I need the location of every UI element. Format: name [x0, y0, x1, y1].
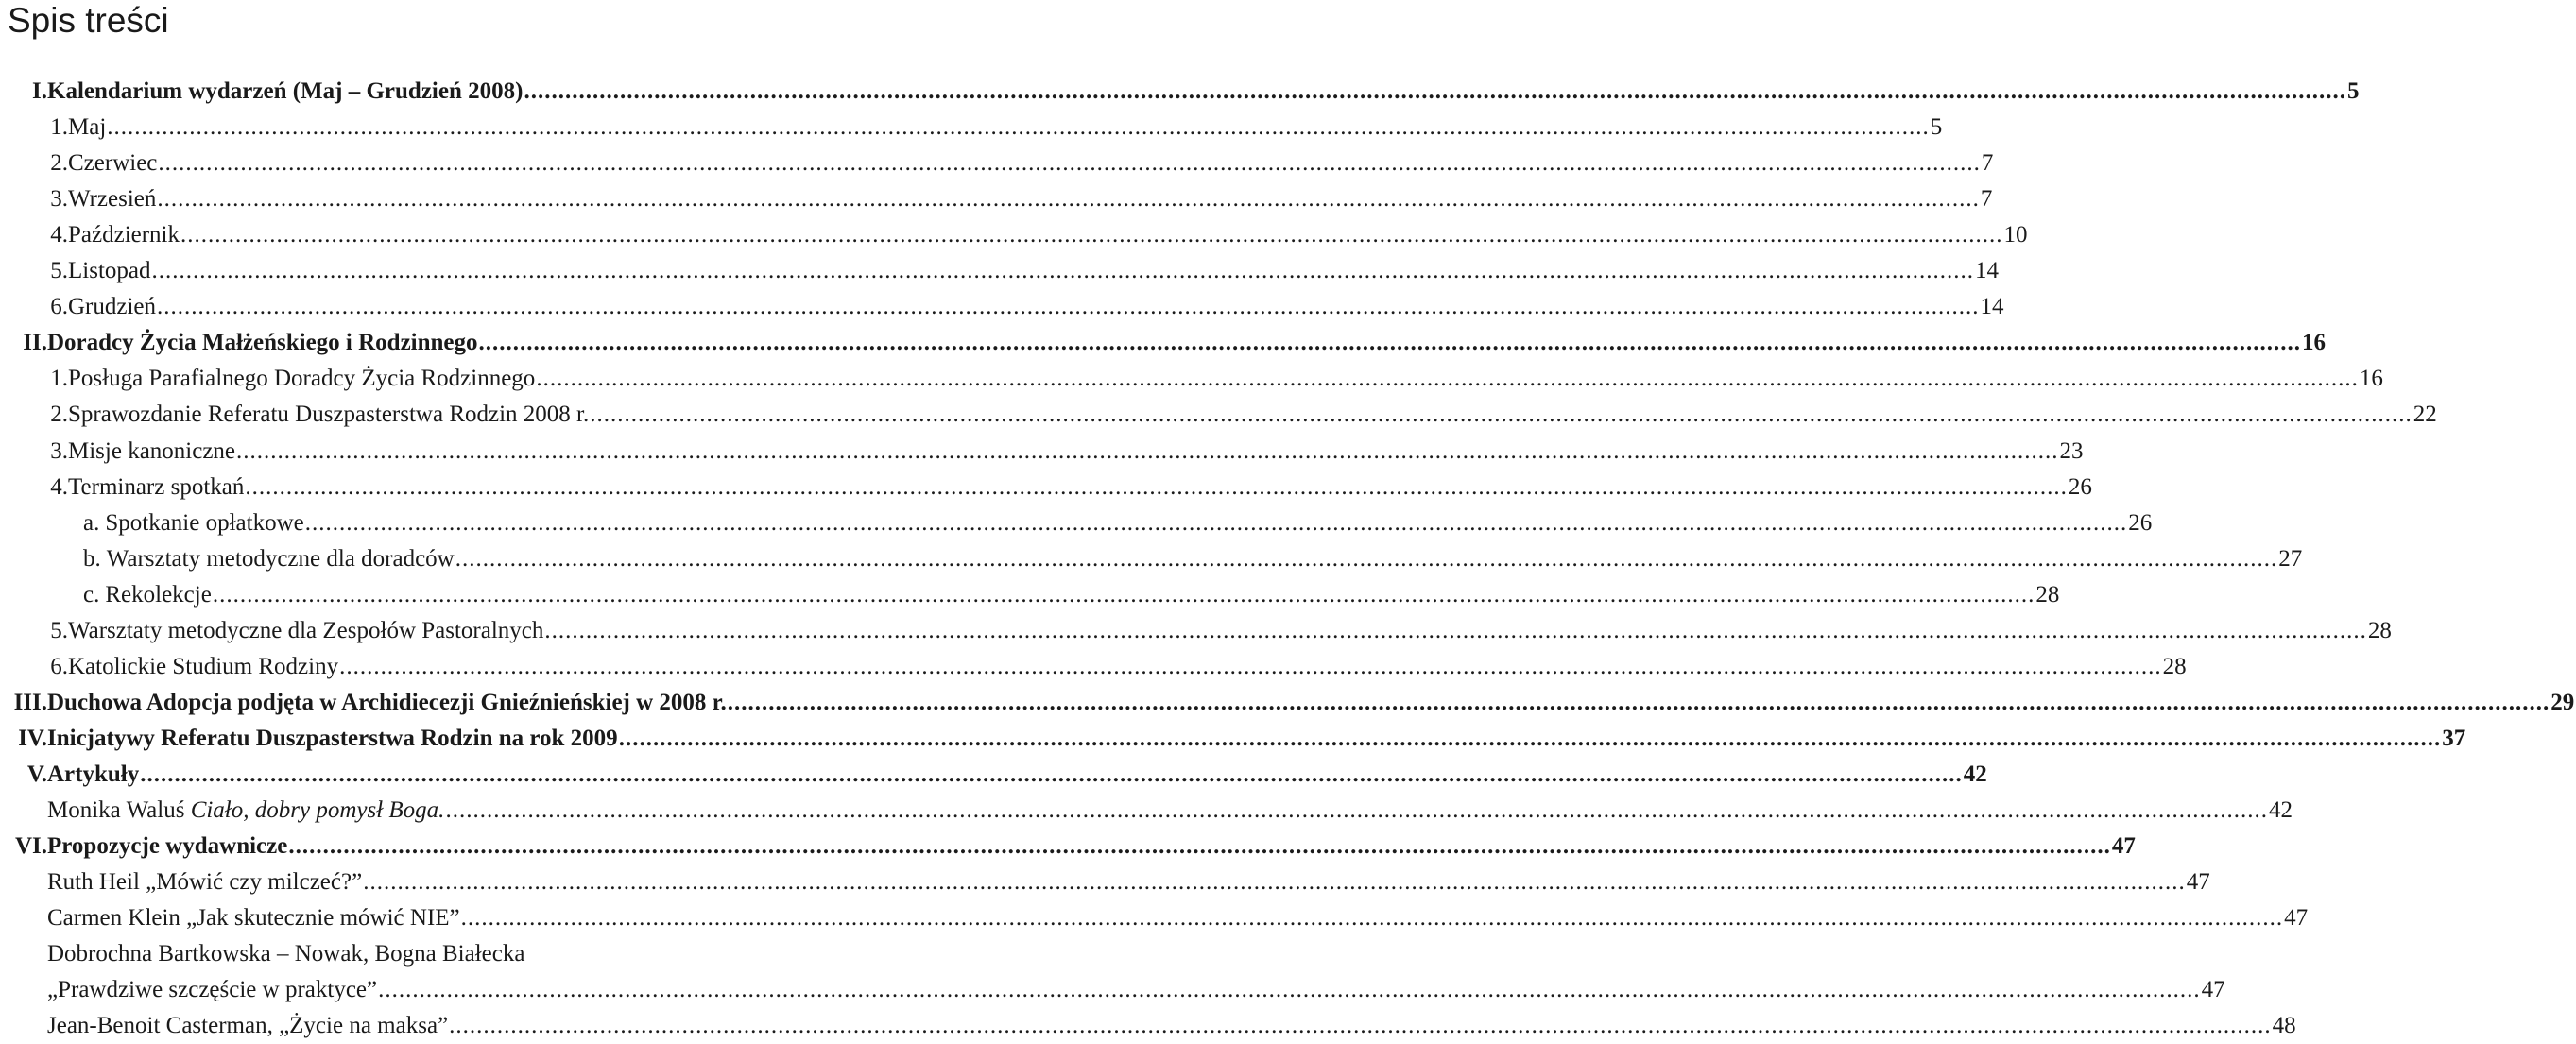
- toc-entry[interactable]: [0, 864, 2210, 900]
- toc-leader-dots: [455, 541, 2278, 577]
- toc-leader-dots: [140, 757, 1963, 793]
- toc-leader-dots: [288, 829, 2111, 864]
- toc-entry[interactable]: [0, 613, 2392, 649]
- toc-entry-number: c.: [83, 581, 100, 608]
- toc-entry[interactable]: [0, 361, 2383, 397]
- toc-entry-page: 10: [2003, 222, 2028, 248]
- toc-leader-dots: [524, 74, 2346, 110]
- toc-entry-page: 14: [1980, 294, 2004, 320]
- toc-entry-number: 3.: [50, 437, 68, 464]
- toc-entry[interactable]: [0, 74, 2360, 110]
- toc-entry-page: 47: [2201, 977, 2225, 1003]
- toc-entry-label: Październik: [68, 222, 180, 248]
- toc-entry-number: 2.: [50, 150, 68, 177]
- toc-entry-page: 26: [2128, 509, 2153, 536]
- toc-leader-dots: [157, 289, 1980, 325]
- toc-entry-label: Warsztaty metodyczne dla Zespołów Pastoralnych: [68, 617, 544, 643]
- toc-entry-label: Grudzień: [68, 294, 157, 320]
- toc-entry[interactable]: [0, 253, 1999, 289]
- toc-entry-label: Doradcy Życia Małżeńskiego i Rodzinnego: [47, 330, 478, 356]
- toc-entry-page: 28: [2162, 653, 2187, 679]
- toc-entry-page: 7: [1981, 150, 1994, 177]
- toc-leader-dots: [449, 1008, 2272, 1044]
- toc-entry-label: Misje kanoniczne: [68, 437, 236, 464]
- toc-entry-label: Propozycje wydawnicze: [47, 833, 288, 860]
- toc-entry-page: 16: [2302, 330, 2327, 356]
- toc-leader-dots: [363, 864, 2186, 900]
- toc-entry-label: Warsztaty metodyczne dla doradców: [106, 545, 455, 572]
- toc-entry[interactable]: [0, 541, 2303, 577]
- toc-entry-label: Ruth Heil „Mówić czy milczeć?”: [47, 869, 363, 896]
- toc-leader-dots: [339, 649, 2162, 685]
- toc-entry[interactable]: [0, 505, 2153, 541]
- toc-leader-dots: [445, 793, 2268, 829]
- toc-leader-dots: [461, 900, 2284, 936]
- toc-entry-page: 16: [2359, 366, 2383, 392]
- toc-entry-page: 28: [2035, 581, 2060, 608]
- toc-entry[interactable]: [0, 470, 2092, 505]
- toc-entry-number: II.: [23, 330, 47, 356]
- toc-entry-label: Terminarz spotkań: [68, 473, 245, 500]
- toc-entry-number: b.: [83, 545, 101, 572]
- toc-entry-label: Carmen Klein „Jak skutecznie mówić NIE”: [47, 905, 460, 932]
- toc-leader-dots: [544, 613, 2367, 649]
- toc-entry[interactable]: [0, 145, 1994, 181]
- toc-entry-label: Kalendarium wydarzeń (Maj – Grudzień 2008): [47, 78, 524, 104]
- toc-entry[interactable]: [0, 110, 1943, 145]
- toc-leader-dots: [107, 110, 1930, 145]
- toc-entry-italic-title: Ciało, dobry pomysł Boga.: [190, 797, 445, 823]
- toc-entry-number: 2.: [50, 402, 68, 428]
- toc-entry-number: IV.: [18, 725, 47, 751]
- toc-entry-label: Artykuły: [47, 761, 140, 787]
- toc-entry-label: Rekolekcje: [105, 581, 212, 608]
- toc-entry-number: I.: [32, 78, 47, 104]
- toc-entry-number: 4.: [50, 222, 68, 248]
- toc-entry-page: 23: [2059, 437, 2084, 464]
- toc-leader-dots: [378, 972, 2201, 1008]
- toc-entry[interactable]: [0, 649, 2187, 685]
- toc-entry-number: a.: [83, 509, 100, 536]
- toc-entry-page: 47: [2111, 833, 2136, 860]
- toc-entry-number: VI.: [14, 833, 47, 860]
- toc-entry[interactable]: [0, 181, 1993, 217]
- toc-entry-number: III.: [13, 689, 47, 715]
- toc-entry-label: Dobrochna Bartkowska – Nowak, Bogna Białecka: [47, 941, 525, 967]
- toc-entry-number: 4.: [50, 473, 68, 500]
- toc-entry-page: 37: [2442, 725, 2466, 751]
- toc-entry-page: 47: [2186, 869, 2210, 896]
- toc-entry-label: Jean-Benoit Casterman, „Życie na maksa”: [47, 1013, 449, 1039]
- toc-entry[interactable]: [0, 900, 2309, 936]
- toc-entry[interactable]: [0, 685, 2575, 721]
- toc-leader-dots: [619, 721, 2442, 757]
- toc-entry-number: 6.: [50, 294, 68, 320]
- toc-entry-page: 5: [1930, 114, 1943, 141]
- toc-leader-dots: [245, 470, 2068, 505]
- toc-entry-number: 1.: [50, 114, 68, 141]
- toc-entry-label: Duchowa Adopcja podjęta w Archidiecezji Gnieźnieńskiej w 2008 r.: [47, 689, 727, 715]
- toc-entry[interactable]: [0, 1008, 2296, 1044]
- page-title: Spis treści: [8, 1, 169, 40]
- toc-entry-label: Maj: [68, 114, 107, 141]
- toc-entry-page: 48: [2272, 1013, 2296, 1039]
- toc-entry-label: Listopad: [68, 258, 151, 284]
- toc-entry-number: 6.: [50, 653, 68, 679]
- toc-leader-dots: [590, 397, 2413, 433]
- toc-entry-number: 1.: [50, 366, 68, 392]
- toc-entry[interactable]: [0, 577, 2060, 613]
- toc-entry-label: Katolickie Studium Rodziny: [68, 653, 339, 679]
- toc-leader-dots: [157, 181, 1980, 217]
- toc-entry-label: Inicjatywy Referatu Duszpasterstwa Rodzin na rok 2009: [47, 725, 618, 751]
- toc-leader-dots: [728, 685, 2550, 721]
- toc-leader-dots: [236, 434, 2059, 470]
- toc-entry[interactable]: [0, 289, 2004, 325]
- toc-entry-number: V.: [26, 761, 47, 787]
- toc-entry-page: 14: [1975, 258, 1999, 284]
- toc-entry-page: 7: [1980, 186, 1993, 213]
- toc-entry-page: 22: [2413, 402, 2437, 428]
- toc-entry[interactable]: [0, 217, 2028, 253]
- toc-leader-dots: [305, 505, 2128, 541]
- toc-entry[interactable]: [0, 757, 1987, 793]
- toc-entry-number: 3.: [50, 186, 68, 213]
- toc-leader-dots: [152, 253, 1975, 289]
- toc-entry[interactable]: [0, 936, 954, 972]
- toc-entry[interactable]: [0, 972, 2225, 1008]
- toc-entry-page: 28: [2367, 617, 2392, 643]
- toc-leader-dots: [479, 325, 2302, 361]
- toc-entry-number: 5.: [50, 617, 68, 643]
- toc-entry[interactable]: [0, 325, 2327, 361]
- toc-entry-page: 5: [2346, 78, 2360, 104]
- toc-entry-label: Czerwiec: [68, 150, 158, 177]
- toc-entry[interactable]: [0, 829, 2136, 864]
- toc-entry-page: 42: [2268, 797, 2293, 823]
- toc-entry-page: 26: [2068, 473, 2092, 500]
- toc-entry[interactable]: [0, 721, 2466, 757]
- toc-entry-label: Monika Waluś Ciało, dobry pomysł Boga.: [47, 797, 445, 823]
- toc-entry-page: 27: [2278, 545, 2303, 572]
- toc-leader-dots: [158, 145, 1981, 181]
- toc-entry[interactable]: [0, 434, 2084, 470]
- toc-leader-dots: [536, 361, 2359, 397]
- toc-entry[interactable]: [0, 397, 2437, 433]
- toc-entry-number: 5.: [50, 258, 68, 284]
- toc-entry-label: Spotkanie opłatkowe: [105, 509, 304, 536]
- toc-entry-label: Posługa Parafialnego Doradcy Życia Rodzinnego: [68, 366, 536, 392]
- toc-entry-label: Wrzesień: [68, 186, 157, 213]
- toc-entry-page: 42: [1963, 761, 1987, 787]
- toc-entry-label: „Prawdziwe szczęście w praktyce”: [47, 977, 378, 1003]
- toc-leader-dots: [180, 217, 2003, 253]
- toc-entry[interactable]: [0, 793, 2293, 829]
- toc-leader-dots: [213, 577, 2035, 613]
- toc-entry-label: Sprawozdanie Referatu Duszpasterstwa Rodzin 2008 r.: [68, 402, 590, 428]
- toc-entry-page: 47: [2284, 905, 2309, 932]
- toc-entry-page: 29: [2550, 689, 2575, 715]
